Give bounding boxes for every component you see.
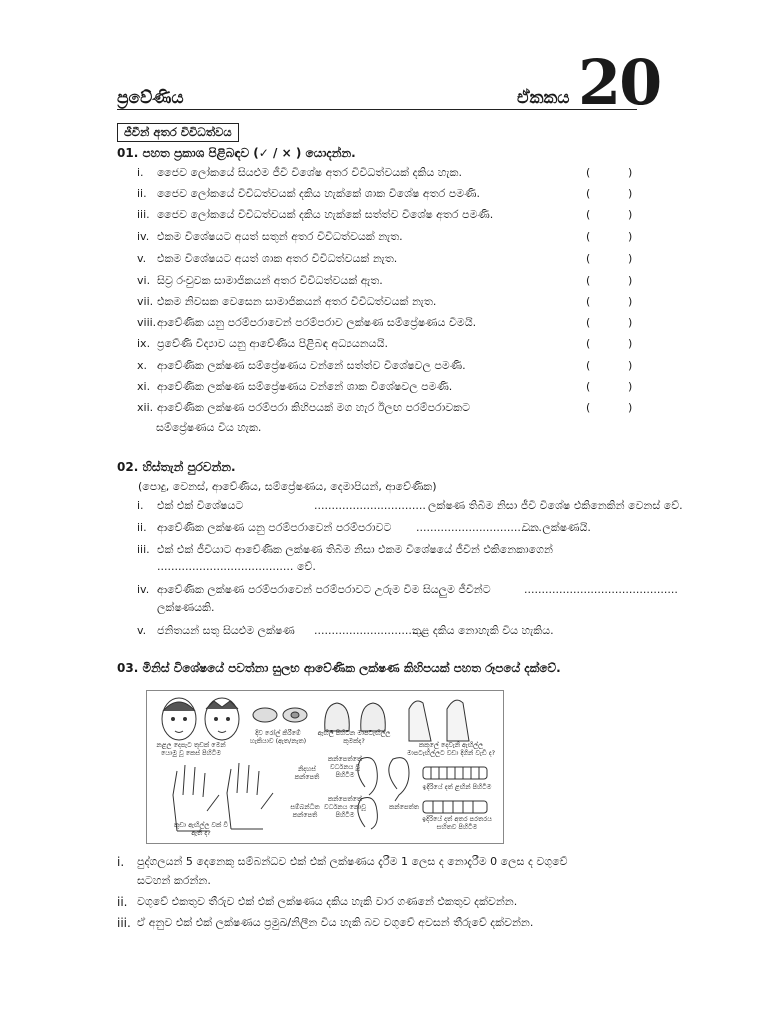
item-continuation: සටහන් කරන්න.: [137, 874, 211, 887]
item-number: i.: [137, 499, 144, 512]
face-icon: [205, 698, 239, 740]
fill-blank: ................................: [314, 499, 426, 512]
item-continuation: සම්ප්‍රේෂණය විය හැක.: [156, 421, 262, 434]
paren-open: (: [586, 401, 591, 414]
item-text: ආවේණික යනු පරම්පරාවෙන් පරම්පරාව ලක්ෂණ සම්ප්‍රේෂණය වීමයි.: [157, 316, 477, 329]
clasped-hands-icon: [325, 703, 386, 731]
item-number: i.: [137, 166, 144, 179]
fill-blank: .......................................: [157, 560, 294, 573]
item-text: ආවේණික ලක්ෂණ සම්ප්‍රේෂණය වන්නේ සත්ත්ව විශේෂවල පමණි.: [157, 359, 466, 372]
item-text: ජෛව ලෝකයේ විවිධත්වයක් දකිය හැක්කේ ශාක විශේෂ අතර පමණි.: [157, 187, 480, 200]
question-number: 02.: [117, 460, 139, 474]
traits-figure: [146, 690, 504, 844]
paren-close: ): [628, 230, 633, 243]
caption-hairline: නළල දෙපැට තුඩක් මෙන් යොමු වූ කෙස් පිහිටීම: [156, 741, 226, 757]
item-number: xi.: [137, 380, 151, 393]
paren-close: ): [628, 295, 633, 308]
item-text: ප්‍රවේණි විද්‍යාව යනු ආවේණිය පිළිබඳ අධ්‍යයනයයි.: [157, 337, 388, 350]
paren-open: (: [586, 166, 591, 179]
item-number: x.: [137, 359, 148, 372]
item-number: i.: [117, 855, 125, 869]
question-number: 03.: [117, 661, 139, 675]
paren-open: (: [586, 252, 591, 265]
item-number: vii.: [137, 295, 154, 308]
item-text: ජෛව ලෝකයේ සියළුම ජීවී විශේෂ අතර විවිධත්වයක් දකිය හැක.: [157, 166, 462, 179]
item-text-end: ලක්ෂණ තිබීම නිසා ජීවී විශේෂ එකිනෙකින් වෙනස් වේ.: [428, 499, 683, 512]
fill-blank: ....................................: [416, 521, 542, 534]
item-text-end: තුළ දකිය නොහැකි විය හැකිය.: [412, 624, 554, 637]
item-text: වගුවේ එකතුව තීරුව එක් එක් ලක්ෂණය දකිය හැකි වාර ගණනේ එකතුව දක්වන්න.: [137, 895, 518, 908]
paren-close: ): [628, 274, 633, 287]
item-text: ආවේණික ලක්ෂණ පරම්පරා කිහිපයක් මග හැර ඊලඟ පරම්පරාවකට: [157, 401, 471, 414]
paren-close: ): [628, 380, 633, 393]
item-number: viii.: [137, 316, 157, 329]
caption-toe: කකුලේ දෙවැනි ඇඟිල්ල මාපටැඟිල්ලට වඩා දිගින් වැඩි ද?: [406, 741, 496, 757]
fill-blank: ............................................: [524, 583, 678, 596]
item-text: ජනිතයන් සතු සියළුම ලක්ෂණ: [157, 624, 295, 637]
toe-icon: [409, 700, 469, 741]
unit-number: 20: [578, 46, 661, 119]
tongue-roll-icon: [253, 708, 307, 722]
caption-tongue: දිව රෝල් කිරීමේ හැකියාව (ඇත/නැත): [249, 729, 307, 745]
unit-label: ඒකකය: [517, 88, 570, 108]
caption-ear-attached: කන්පෙත්තේ වර්ධනය නොවූ පිහිටීම: [324, 795, 366, 819]
item-text-end: වේ.: [297, 560, 316, 573]
tick-mark: ✓: [258, 146, 269, 160]
item-text: එක් එක් ජීවියාට ආවේණික ලක්ෂණ තිබීම නිසා එකම විශේෂයේ ජීවීන් එකිනෙකාගෙන්: [157, 543, 553, 556]
item-number: iv.: [137, 583, 150, 596]
paren-open: (: [586, 295, 591, 308]
item-text: එකම නිවසක වෙසෙන සාමාජිකයන් අතර විවිධත්වයක් නැත.: [157, 295, 437, 308]
item-text: ආවේණික ලක්ෂණ පරම්පරාවෙන් පරම්පරාවට උරුම වීම සියලුම ජීවීන්ට: [157, 583, 491, 596]
caption-ear-lobe: කන්පෙත්ත: [389, 803, 419, 811]
paren-open: (: [586, 187, 591, 200]
item-text: ආවේණික ලක්ෂණ සම්ප්‍රේෂණය වන්නේ ශාක විශේෂවල පමණි.: [157, 380, 453, 393]
fill-blank: .................................: [314, 624, 430, 637]
item-text: පුද්ගලයන් 5 දෙනෙකු සම්බන්ධව එක් එක් ලක්ෂණය දැරීම 1 ලෙස ද නොදැරීම 0 ලෙස ද වගුවේ: [137, 855, 568, 868]
paren-close: ): [628, 401, 633, 414]
item-number: ii.: [137, 521, 147, 534]
item-number: iv.: [137, 230, 150, 243]
question-title-a: පහත ප්‍රකාශ පිළිබඳව (: [142, 146, 259, 160]
paren-close: ): [628, 337, 633, 350]
caption-ear-combined: සම්බන්ධිත කන්පෙති: [290, 803, 320, 819]
paren-open: (: [586, 316, 591, 329]
item-text: ජෛව ලෝකයේ විවිධත්වයක් දකිය හැක්කේ සත්ත්ව විශේෂ අතර පමණි.: [157, 208, 494, 221]
item-number: iii.: [137, 543, 150, 556]
caption-ear-free2: නිදහස් කන්පෙති: [294, 765, 320, 781]
cross-mark: ×: [281, 146, 292, 160]
paren-close: ): [628, 359, 633, 372]
paren-open: (: [586, 208, 591, 221]
item-number: v.: [137, 624, 147, 637]
item-number: xii.: [137, 401, 154, 414]
question-title: මිනිස් විශේෂයේ පවත්නා සුලභ ආවේණික ලක්ෂණ කිහිපයක් පහත රූපයේ දක්වේ.: [142, 661, 561, 675]
question-3-heading: [117, 661, 561, 676]
paren-close: ): [628, 166, 633, 179]
item-text-end: ලක්ෂණයකි.: [157, 601, 215, 614]
word-options: (පොදු, වෙනස්, ආවේණිය, සම්ප්‍රේෂණය, දෙමාපියන්, ආවේණික): [138, 480, 437, 493]
item-number: ix.: [137, 337, 151, 350]
item-number: iii.: [117, 916, 131, 930]
item-number: ii.: [117, 895, 128, 909]
item-text: එකම විශේෂයට අයත් සතුන් අතර විවිධත්වයක් නැත.: [157, 230, 403, 243]
paren-close: ): [628, 316, 633, 329]
question-title-b: ) යොදන්න.: [295, 146, 356, 160]
paren-open: (: [586, 359, 591, 372]
item-text-end: වන ලක්ෂණයි.: [522, 521, 591, 534]
topic-heading: ජීවීන් අතර විවිධත්වය: [117, 123, 239, 142]
item-text: සිව්‍ර රංචුවක සාමාජිකයන් අතර විවිධත්වයක් ඇත.: [157, 274, 383, 287]
caption-finger: කුඩා ඇඟිල්ල වක් වී ඇති ද?: [173, 821, 229, 837]
item-text: එක් එක් විශේෂයට: [157, 499, 244, 512]
caption-thumb: ඇඟිලි පිහිටන මාපටැඟිල්ල කුමක්ද?: [317, 729, 391, 745]
item-text: එකම විශේෂයට අයත් ශාක අතර විවිධත්වයක් නැත.: [157, 252, 398, 265]
item-number: iii.: [137, 208, 150, 221]
question-number: 01.: [117, 146, 139, 160]
paren-open: (: [586, 274, 591, 287]
paren-open: (: [586, 380, 591, 393]
item-text: ආවේණික ලක්ෂණ යනු පරම්පරාවෙන් පරම්පරාවට: [157, 521, 392, 534]
face-icon: [162, 698, 196, 740]
slash: /: [273, 146, 278, 160]
question-1-heading: [117, 146, 356, 161]
caption-ear-free: කන්පෙත්තේ වර්ධනය වූ පිහිටීම: [327, 755, 363, 779]
paren-close: ): [628, 208, 633, 221]
header-divider: [117, 109, 637, 110]
page-title: ප්‍රවේණිය: [117, 88, 184, 108]
caption-teeth-bottom: ඉදිරියේ දත් අතර පරතරය සහිතව පිහිටීම: [422, 815, 492, 831]
item-number: ii.: [137, 187, 147, 200]
paren-open: (: [586, 230, 591, 243]
item-text: ඒ අනුව එක් එක් ලක්ෂණය ප්‍රමුඛ/නිලීන විය හැකි බව වගුවේ අවසන් තීරුවේ දක්වන්න.: [137, 916, 534, 929]
item-number: v.: [137, 252, 147, 265]
paren-open: (: [586, 337, 591, 350]
paren-close: ): [628, 252, 633, 265]
item-number: vi.: [137, 274, 151, 287]
question-2-heading: [117, 460, 236, 475]
caption-teeth-top: ඉදිරියේ දත් ළඟින් පිහිටීම: [422, 783, 492, 791]
question-title: හිස්තැන් පුරවන්න.: [142, 460, 236, 474]
paren-close: ): [628, 187, 633, 200]
